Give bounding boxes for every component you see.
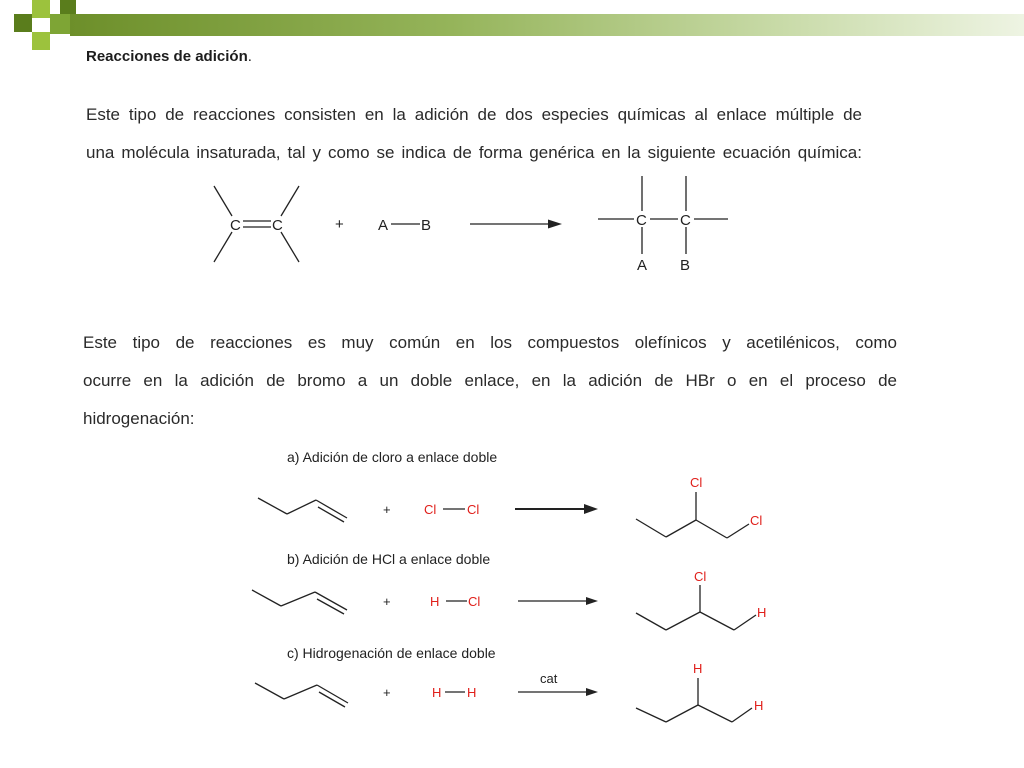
intro-line: una molécula insaturada, tal y como se indica de forma genérica en la siguiente ecuación química: — [86, 143, 862, 162]
product-b-end: H — [757, 605, 767, 620]
examples-line: ocurre en la adición de bromo a un doble enlace, en la adición de HBr o en el proceso de — [83, 371, 897, 390]
title-dot: . — [247, 48, 252, 65]
product-b: B — [680, 257, 691, 274]
plus-c: + — [383, 685, 391, 700]
reagent-b-right: Cl — [468, 594, 481, 609]
product-c-skeleton — [636, 678, 752, 722]
product-c-top: H — [693, 661, 703, 676]
reaction-a-label: a) Adición de cloro a enlace doble — [287, 449, 498, 465]
plus-a: + — [383, 502, 391, 517]
intro-line: Este tipo de reacciones consisten en la adición de dos especies químicas al enlace múltiple de — [86, 105, 862, 124]
reagent-a-right: Cl — [467, 502, 480, 517]
product-c-left: C — [636, 212, 647, 229]
atom-c-right: C — [272, 217, 283, 234]
butene-b — [252, 590, 347, 614]
examples-line: Este tipo de reacciones es muy común en los compuestos olefínicos y acetilénicos, como — [83, 333, 897, 352]
plus-sign: + — [335, 216, 344, 233]
reagent-a: A — [378, 217, 389, 234]
reaction-c-label: c) Hidrogenación de enlace doble — [287, 645, 496, 661]
examples-line: hidrogenación: — [83, 409, 195, 428]
product-a-end: Cl — [750, 513, 763, 528]
arrow-head-b — [586, 597, 598, 605]
title-text: Reacciones de adición — [86, 48, 248, 65]
plus-b: + — [383, 594, 391, 609]
reagent-b-left: H — [430, 594, 440, 609]
product-c-right: C — [680, 212, 691, 229]
product-c-end: H — [754, 698, 764, 713]
product-a: A — [637, 257, 648, 274]
product-a-skeleton — [636, 492, 749, 538]
reagent-b: B — [421, 217, 432, 234]
butene-c — [255, 683, 348, 707]
reagent-a-left: Cl — [424, 502, 437, 517]
reagent-c-left: H — [432, 685, 442, 700]
catalyst-label: cat — [540, 671, 558, 686]
arrow-head-c — [586, 688, 598, 696]
reaction-b-label: b) Adición de HCl a enlace doble — [287, 551, 491, 567]
butene-a — [258, 498, 347, 522]
reagent-c-right: H — [467, 685, 477, 700]
product-b-skeleton — [636, 585, 756, 630]
product-b-top: Cl — [694, 569, 707, 584]
atom-c-left: C — [230, 217, 241, 234]
product-a-top: Cl — [690, 475, 703, 490]
arrow-head-a — [584, 504, 598, 514]
